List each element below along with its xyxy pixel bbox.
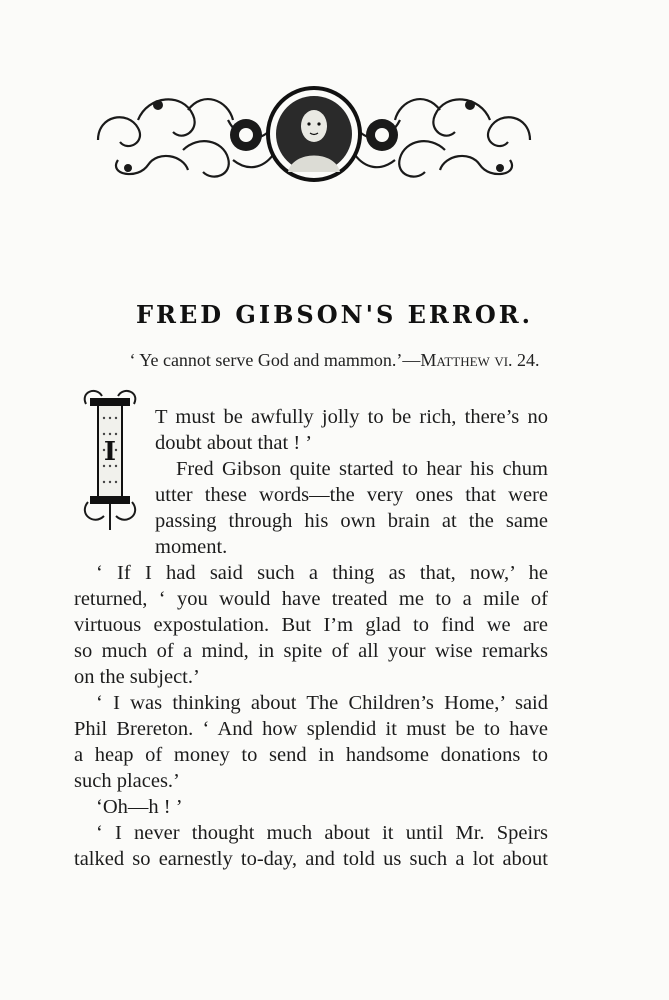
text-line: a heap of money to send in handsome donations to — [74, 744, 548, 766]
text-line: passing through his own brain at the same — [155, 510, 548, 532]
text-line: returned, ‘ you would have treated me to a mile of — [74, 588, 548, 610]
drop-cap-ornament — [78, 384, 142, 534]
text-line: utter these words—the very ones that were — [155, 484, 548, 506]
text-line: virtuous expostulation. But I’m glad to find we are — [74, 614, 548, 636]
text-line: ‘ I was thinking about The Children’s Home,’ said — [96, 692, 548, 714]
epigraph-reference: Matthew vi. 24. — [420, 350, 540, 370]
text-line: doubt about that ! ’ — [155, 432, 313, 454]
epigraph-quote: ‘ Ye cannot serve God and mammon.’— — [129, 350, 421, 370]
text-line: ‘ If I had said such a thing as that, now,’ he — [96, 562, 548, 584]
text-line: Fred Gibson quite started to hear his chum — [176, 458, 548, 480]
text-line: on the subject.’ — [74, 666, 200, 688]
drop-cap-letter: I — [103, 437, 117, 467]
text-line: so much of a mind, in spite of all your wise remarks — [74, 640, 548, 662]
text-line: ‘Oh—h ! ’ — [96, 796, 183, 818]
text-line: moment. — [155, 536, 228, 558]
epigraph — [0, 350, 669, 371]
text-line: Phil Brereton. ‘ And how splendid it must be to have — [74, 718, 548, 740]
chapter-title: FRED GIBSON'S ERROR. — [135, 300, 534, 329]
text-line: ‘ I never thought much about it until Mr. Speirs — [96, 822, 548, 844]
text-line: talked so earnestly to-day, and told us such a lot about — [74, 848, 548, 870]
text-line: such places.’ — [74, 770, 180, 792]
header-ornament — [88, 80, 540, 188]
text-line: T must be awfully jolly to be rich, there’s no — [155, 406, 548, 428]
